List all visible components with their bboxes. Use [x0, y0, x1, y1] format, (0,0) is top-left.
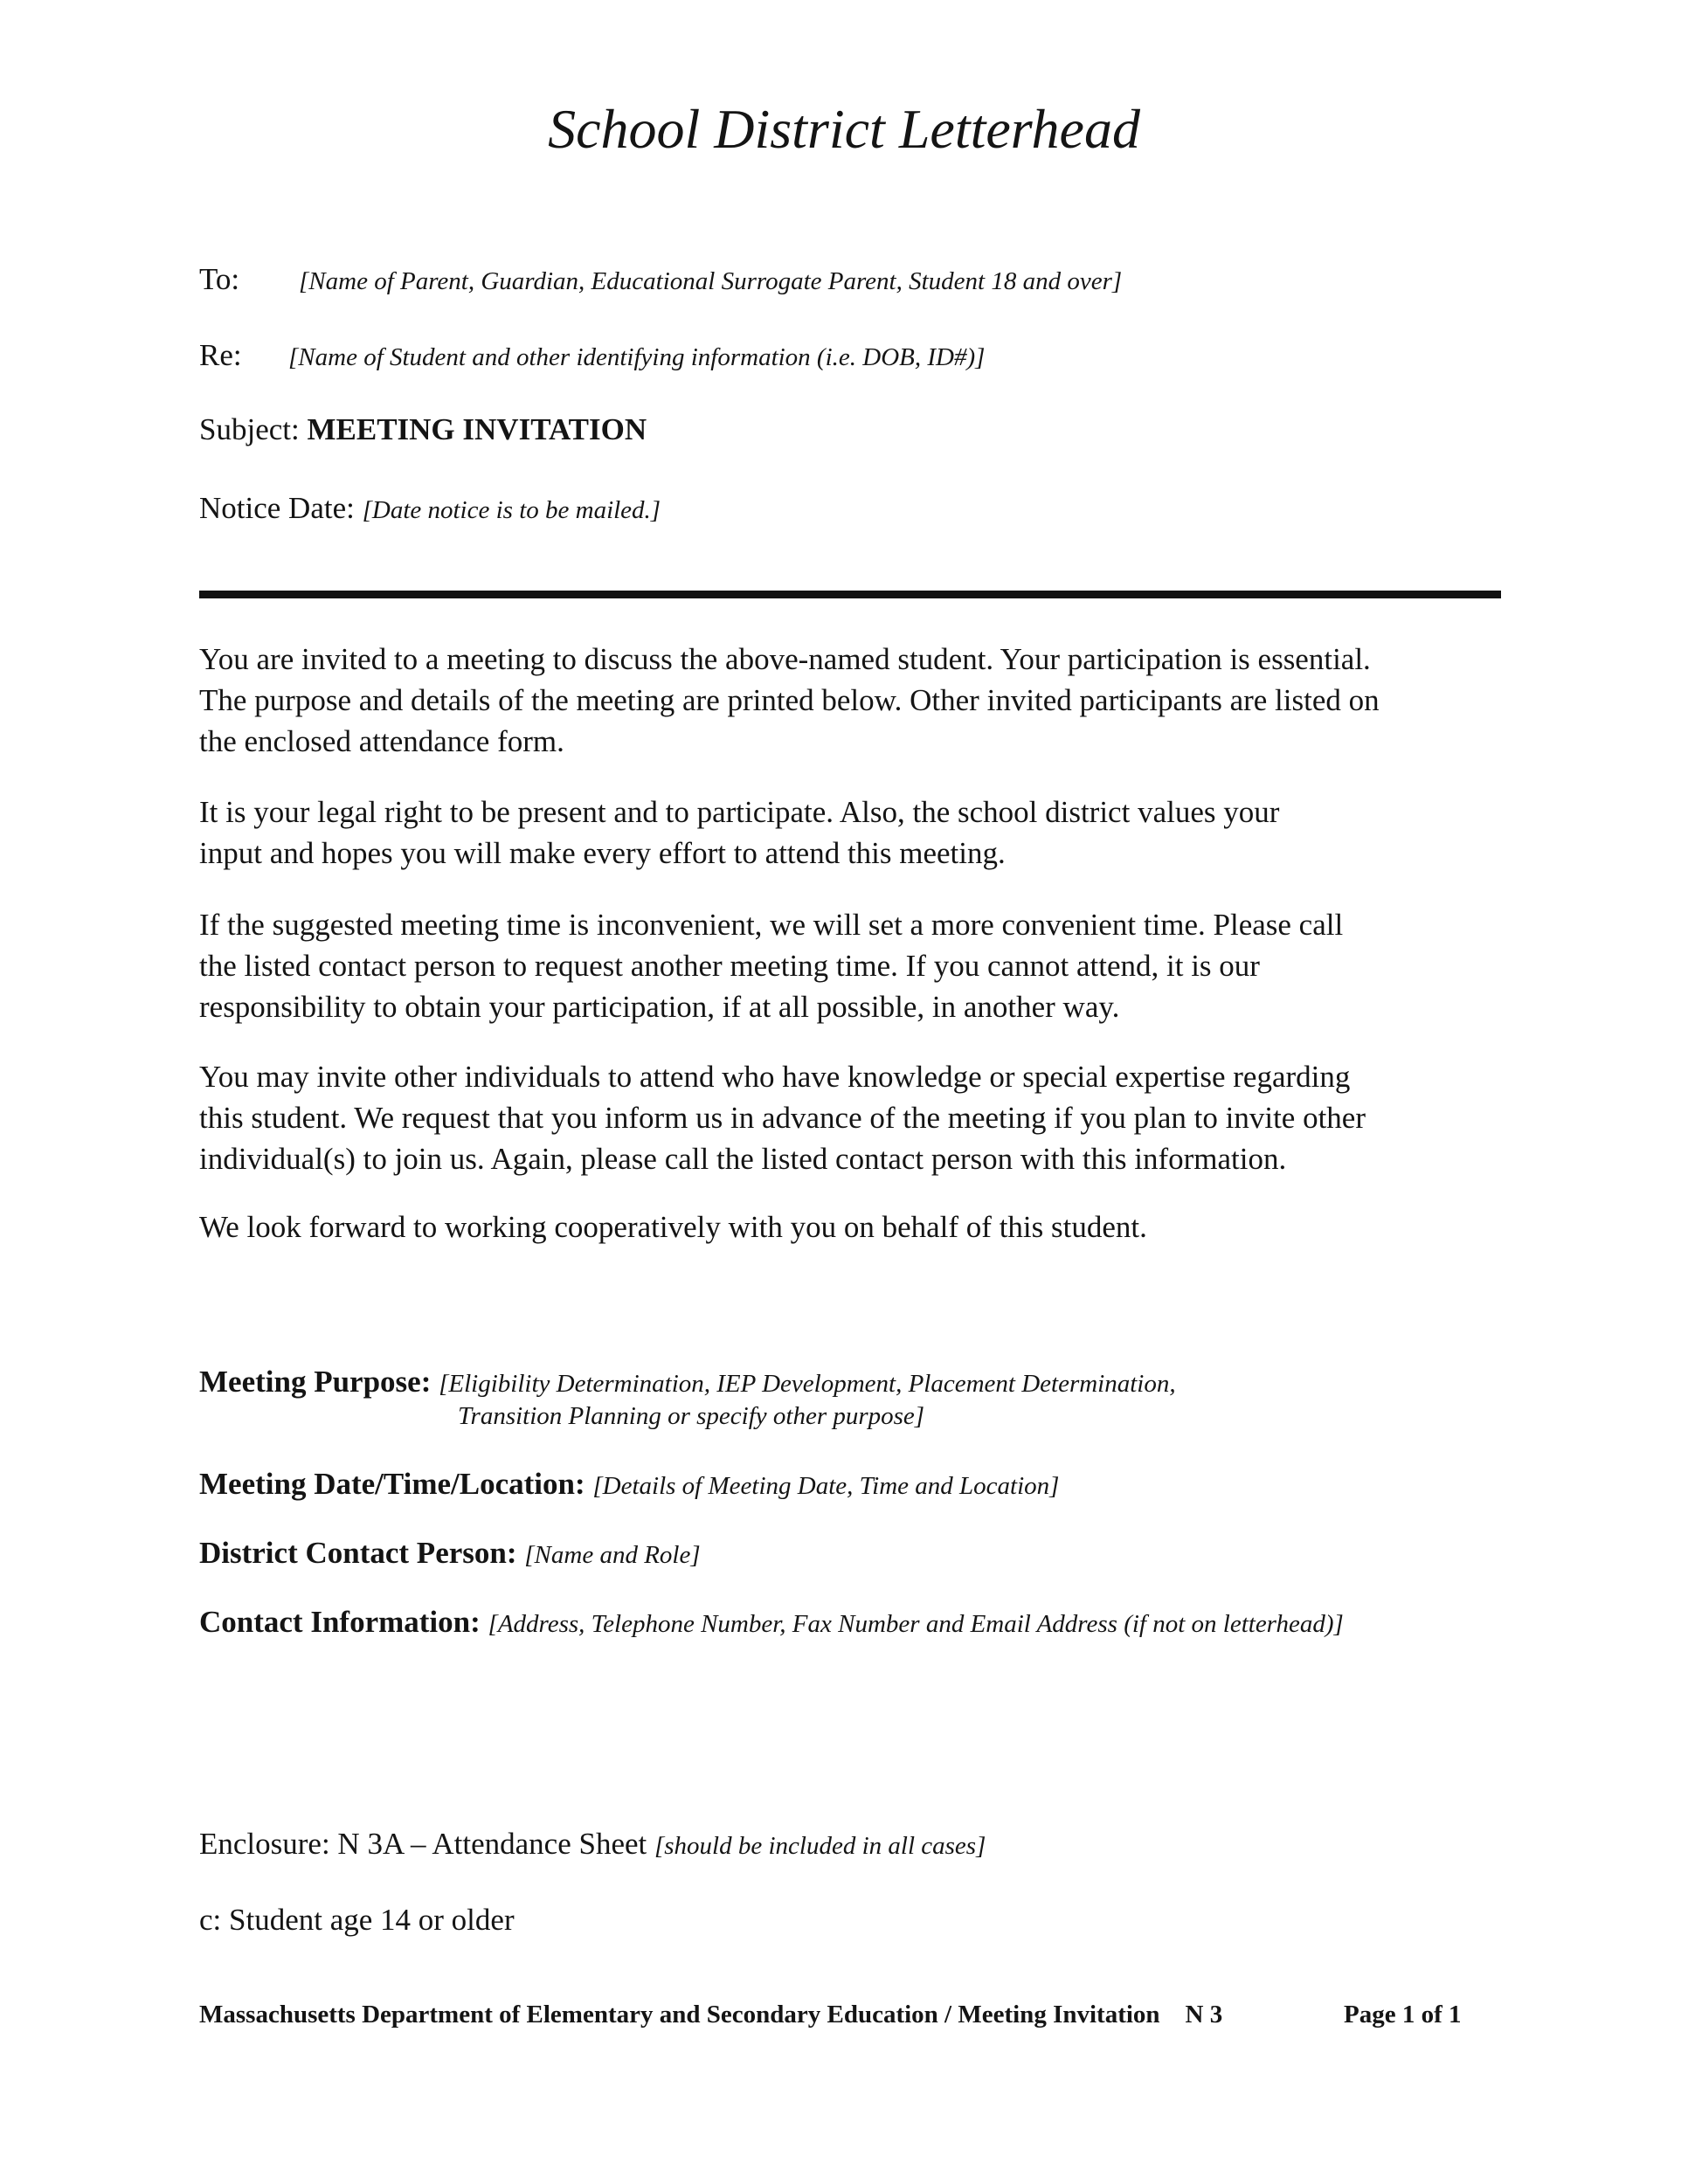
subject-label: Subject:	[199, 412, 300, 446]
to-line	[199, 260, 1510, 301]
notice-date-line	[199, 489, 1510, 529]
contact-info-label: Contact Information:	[199, 1605, 481, 1639]
subject-value: MEETING INVITATION	[307, 412, 647, 446]
body-paragraph-4	[199, 1056, 1510, 1179]
cc-line	[199, 1901, 1510, 1939]
body-paragraph-2	[199, 791, 1510, 874]
body-line: You are invited to a meeting to discuss the above-named student. Your participation is essential.	[199, 642, 1371, 676]
to-label: To:	[199, 262, 240, 296]
body-line: this student. We request that you inform us in advance of the meeting if you plan to invite other	[199, 1101, 1366, 1135]
re-label: Re:	[199, 338, 242, 372]
contact-info-line	[199, 1603, 1510, 1643]
meeting-purpose-value-cont: Transition Planning or specify other purpose]	[458, 1402, 925, 1430]
re-line	[199, 336, 1510, 377]
footer-source: Massachusetts Department of Elementary and Secondary Education / Meeting Invitation N 3	[199, 2001, 1223, 2028]
footer-page-number: Page 1 of 1	[1344, 2001, 1462, 2028]
body-paragraph-1	[199, 639, 1510, 762]
body-line: the enclosed attendance form.	[199, 724, 564, 758]
body-paragraph-5	[199, 1206, 1510, 1248]
enclosure-label: Enclosure: N 3A – Attendance Sheet	[199, 1827, 647, 1861]
body-line: It is your legal right to be present and to participate. Also, the school district values your	[199, 795, 1280, 829]
enclosure-line	[199, 1825, 1510, 1865]
subject-line	[199, 411, 1510, 449]
notice-date-label: Notice Date:	[199, 491, 355, 525]
cc-text: c: Student age 14 or older	[199, 1903, 515, 1937]
contact-person-label: District Contact Person:	[199, 1536, 517, 1570]
contact-info-value: [Address, Telephone Number, Fax Number and Email Address (if not on letterhead)]	[488, 1610, 1344, 1638]
body-line: We look forward to working cooperatively with you on behalf of this student.	[199, 1210, 1147, 1244]
page-footer	[199, 1999, 1462, 2030]
meeting-purpose-line-2	[458, 1395, 924, 1435]
contact-person-line	[199, 1534, 1510, 1574]
body-line: input and hopes you will make every effort to attend this meeting.	[199, 836, 1006, 870]
meeting-purpose-value: [Eligibility Determination, IEP Development, Placement Determination,	[439, 1370, 1176, 1398]
letterhead-title: School District Letterhead	[548, 98, 1140, 160]
body-line: responsibility to obtain your participation, if at all possible, in another way.	[199, 990, 1120, 1024]
body-line: individual(s) to join us. Again, please call the listed contact person with this information.	[199, 1142, 1287, 1176]
meeting-purpose-label: Meeting Purpose:	[199, 1365, 432, 1399]
body-paragraph-3	[199, 904, 1510, 1027]
contact-person-value: [Name and Role]	[524, 1541, 701, 1569]
meeting-datetime-value: [Details of Meeting Date, Time and Location]	[592, 1472, 1060, 1500]
body-line: the listed contact person to request another meeting time. If you cannot attend, it is our	[199, 949, 1260, 983]
body-line: You may invite other individuals to attend who have knowledge or special expertise regarding	[199, 1060, 1351, 1094]
header-divider	[199, 591, 1501, 598]
enclosure-note: [should be included in all cases]	[654, 1832, 986, 1860]
body-line: The purpose and details of the meeting are printed below. Other invited participants are listed on	[199, 683, 1380, 717]
meeting-datetime-line	[199, 1465, 1510, 1505]
re-value: [Name of Student and other identifying information (i.e. DOB, ID#)]	[288, 343, 986, 371]
meeting-datetime-label: Meeting Date/Time/Location:	[199, 1467, 585, 1501]
body-line: If the suggested meeting time is inconvenient, we will set a more convenient time. Please call	[199, 908, 1344, 942]
to-value: [Name of Parent, Guardian, Educational Surrogate Parent, Student 18 and over]	[299, 267, 1123, 295]
notice-date-value: [Date notice is to be mailed.]	[362, 496, 661, 524]
